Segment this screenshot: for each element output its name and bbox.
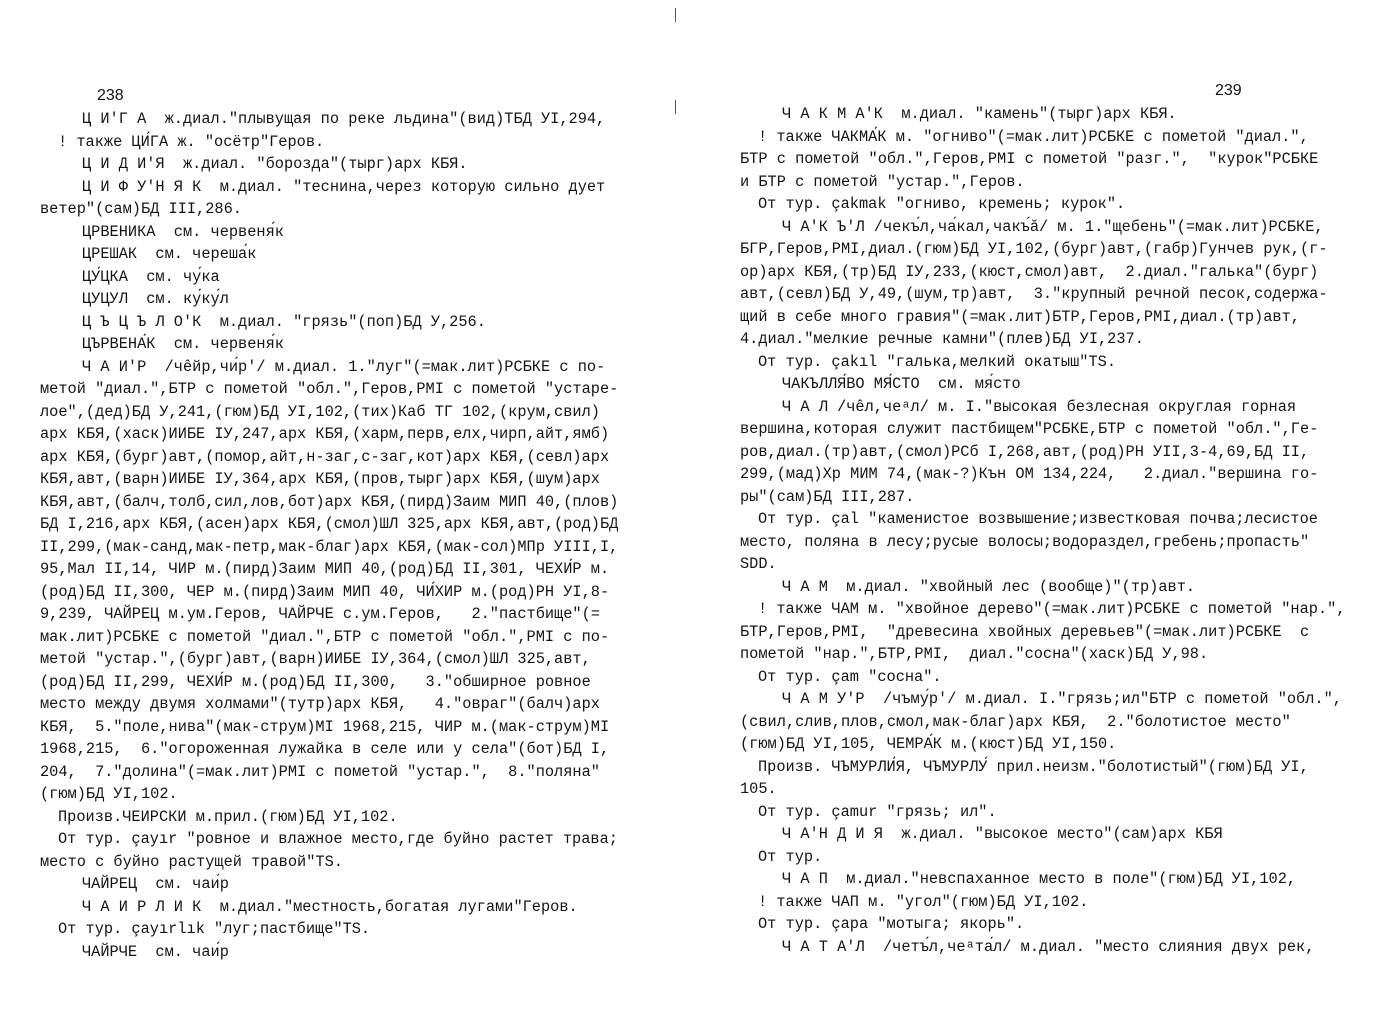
- text-line: место с буйно растущей травой"TS.: [40, 852, 343, 871]
- text-line: ор)арх КБЯ,(тр)БД IУ,233,(кюст,смол)авт, 2.диал."галька"(бург): [740, 262, 1319, 281]
- dictionary-entry-line: Ч А К М А′К м.диал. "камень"(тырг)арх КБЯ.: [782, 105, 1177, 123]
- dictionary-entry-line: Ц И′Г А ж.диал."плывущая по реке льдина"(вид)ТБД УI,294,: [82, 110, 606, 128]
- text-line: щий в себе много гравия"(=мак.лит)БТР,Геров,РМI,диал.(тр)авт,: [740, 307, 1300, 326]
- note-line: ! также ЦИ́ГА ж. "осётр"Геров.: [58, 132, 325, 151]
- text-line: (род)БД II,300, ЧЕР м.(пирд)Заим МИП 40, ЧИ́ХИР м.(род)РН УI,8-: [40, 582, 610, 601]
- dictionary-entry-line: ЦЪРВЕНА́К см. червеня́к: [82, 335, 284, 353]
- note-line: От тур. çapa "мотыга; якорь".: [758, 915, 1025, 933]
- gutter-mark: [675, 100, 676, 114]
- dictionary-entry-line: ЧАЙРЧЕ см. чаи́р: [82, 942, 229, 961]
- note-line: От тур. çakıl "галька,мелкий окатыш"TS.: [758, 352, 1117, 371]
- note-line: От тур. çam "сосна".: [758, 667, 942, 686]
- text-line: БТР,Геров,РМI, "древесина хвойных деревьев"(=мак.лит)РСБКЕ с: [740, 622, 1310, 641]
- text-line: 1968,215, 6."огороженная лужайка в селе или у села"(бот)БД I,: [40, 740, 610, 758]
- text-line: метой "устар.",(бург)авт,(варн)ИИБЕ IУ,364,(смол)ШЛ 325,авт,: [40, 650, 591, 668]
- text-line: КБЯ,авт,(балч,толб,сил,лов,бот)арх КБЯ,(пирд)Заим МИП 40,(плов): [40, 492, 619, 511]
- note-line: ! также ЧАП м. "угол"(гюм)БД УI,102.: [758, 892, 1089, 911]
- text-line: метой "диал.",БТР с пометой "обл.",Геров,РМI с пометой "устаре-: [40, 380, 619, 398]
- text-line: мак.лит)РСБКЕ с пометой "диал.",БТР с пометой "обл.",РМI с по-: [40, 627, 610, 646]
- dictionary-entry-line: ЧАКЪЛЛЯ́ВО МЯ́СТО см. мя́сто: [782, 375, 1021, 393]
- text-line: (гюм)БД УI,102.: [40, 785, 178, 803]
- text-line: 95,Мал II,14, ЧИР м.(пирд)Заим МИП 40,(род)БД II,301, ЧЕХИ́Р м.: [40, 560, 610, 578]
- dictionary-entry-line: ЦУ́ЦКА см. чу́ка: [82, 267, 220, 286]
- dictionary-entry-line: Ч А′К Ъ′Л /чекъ́л,ча́кал,чакъ́ă/ м. 1."щебень"(=мак.лит)РСБКЕ,: [782, 217, 1324, 236]
- note-line: Произв.ЧЕИРСКИ м.прил.(гюм)БД УI,102.: [58, 807, 398, 826]
- dictionary-entry-line: Ч А П м.диал."невспаханное место в поле"(гюм)БД УI,102,: [782, 870, 1297, 888]
- dictionary-entry-line: Ц Ъ Ц Ъ Л О′К м.диал. "грязь"(поп)БД У,256.: [82, 312, 486, 331]
- note-line: От тур. çayır "ровное и влажное место,где буйно растет трава;: [58, 830, 618, 848]
- note-line: Произв. ЧЪМУРЛИ́Я, ЧЪМУРЛУ́ прил.неизм."болотистый"(гюм)БД УI,: [758, 757, 1309, 776]
- text-line: БД I,216,арх КБЯ,(асен)арх КБЯ,(смол)ШЛ 325,арх КБЯ,авт,(род)БД: [40, 515, 619, 533]
- text-line: 299,(мад)Хр МИМ 74,(мак-?)Кън ОМ 134,224, 2.диал."вершина го-: [740, 465, 1319, 483]
- text-line: лое",(дед)БД У,241,(гюм)БД УI,102,(тих)Каб ТГ 102,(крум,свил): [40, 402, 600, 421]
- page-number: 239: [1215, 82, 1242, 99]
- note-line: ! также ЧАМ м. "хвойное дерево"(=мак.лит)РСБКЕ с пометой "нар.",: [758, 600, 1346, 618]
- text-line: SDD.: [740, 555, 777, 573]
- page-number: 238: [97, 87, 124, 104]
- text-line: ры"(сам)БД III,287.: [740, 487, 915, 506]
- text-line: КБЯ, 5."поле,нива"(мак-струм)МI 1968,215, ЧИР м.(мак-струм)МI: [40, 717, 610, 736]
- text-line: 4.диал."мелкие речные камни"(плев)БД УI,237.: [740, 330, 1144, 348]
- dictionary-entry-line: ЦРВЕНИКА см. червеня́к: [82, 222, 284, 241]
- text-line: 204, 7."долина"(=мак.лит)РМI с пометой "устар.", 8."поляна": [40, 762, 600, 781]
- text-line: авт,(севл)БД У,49,(шум,тр)авт, 3."крупный речной песок,содержа-: [740, 285, 1328, 303]
- dictionary-entry-line: Ц И Д И′Я ж.диал. "борозда"(тырг)арх КБЯ.: [82, 155, 468, 173]
- text-line: ветер"(сам)БД III,286.: [40, 200, 242, 218]
- dictionary-entry-line: Ч А Т А′Л /четъ́л,чеᵃта́л/ м.диал. "место слияния двух рек,: [782, 937, 1315, 956]
- note-line: ! также ЧАКМА́К м. "огниво"(=мак.лит)РСБКЕ с пометой "диал.",: [758, 127, 1309, 146]
- text-line: БТР с пометой "обл.",Геров,РМI с пометой "разг.", "курок"РСБКЕ: [740, 150, 1319, 168]
- text-line: пометой "нар.",БТР,РМI, диал."сосна"(хаск)БД У,98.: [740, 645, 1209, 663]
- text-line: и БТР с пометой "устар.",Геров.: [740, 172, 1025, 191]
- text-line: II,299,(мак-санд,мак-петр,мак-благ)арх КБЯ,(мак-сол)МПр УIII,I,: [40, 537, 619, 556]
- dictionary-entry-line: Ч А И′Р /чêйр,чи́р'/ м.диал. 1."луг"(=мак.лит)РСБКЕ с по-: [82, 357, 606, 376]
- note-line: От тур.: [758, 847, 823, 866]
- dictionary-entry-line: Ч А М м.диал. "хвойный лес (вообще)"(тр)авт.: [782, 577, 1196, 596]
- dictionary-entry-line: Ч А М У′Р /чъму́р'/ м.диал. I."грязь;ил"БТР с пометой "обл.",: [782, 690, 1342, 708]
- dictionary-entry-line: Ч А Л /чêл,чеᵃл/ м. I."высокая безлесная округлая горная: [782, 397, 1297, 416]
- dictionary-entry-line: ЦУЦУЛ см. ку́ку́л: [82, 290, 229, 308]
- text-line: арх КБЯ,(хаск)ИИБЕ IУ,247,арх КБЯ,(харм,перв,елх,чирп,айт,ямб): [40, 425, 610, 443]
- note-line: От тур. çayırlık "луг;пастбище"TS.: [58, 920, 371, 938]
- text-line: (свил,слив,плов,смол,мак-благ)арх КБЯ, 2."болотистое место": [740, 712, 1291, 731]
- dictionary-entry-line: Ч А И Р Л И К м.диал."местность,богатая лугами"Геров.: [82, 897, 578, 916]
- text-line: 105.: [740, 780, 777, 798]
- gutter-mark: [675, 8, 676, 22]
- text-line: (гюм)БД УI,105, ЧЕМРА́К м.(кюст)БД УI,150.: [740, 735, 1117, 753]
- text-line: вершина,которая служит пастбищем"РСБКЕ,БТР с пометой "обл.",Ге-: [740, 420, 1319, 438]
- text-line: место между двумя холмами"(тутр)арх КБЯ, 4."овраг"(балч)арх: [40, 695, 600, 713]
- dictionary-entry-line: Ч А′Н Д И Я ж.диал. "высокое место"(сам)арх КБЯ: [782, 825, 1223, 843]
- dictionary-entry-line: ЦРЕШАК см. череша́к: [82, 245, 257, 263]
- dictionary-entry-line: ЧАЙРЕЦ см. чаи́р: [82, 875, 229, 893]
- note-line: От тур. çamur "грязь; ил".: [758, 802, 997, 821]
- text-line: 9,239, ЧАЙРЕЦ м.ум.Геров, ЧАЙРЧЕ с.ум.Геров, 2."пастбище"(=: [40, 605, 600, 623]
- page-text: [740, 103, 1380, 958]
- note-line: От тур. çal "каменистое возвышение;известковая почва;лесистое: [758, 510, 1318, 528]
- text-line: ров,диал.(тр)авт,(смол)РСб I,268,авт,(род)РН УII,3-4,69,БД II,: [740, 442, 1310, 461]
- dictionary-entry-line: Ц И Ф У′Н Я К м.диал. "теснина,через которую сильно дует: [82, 177, 606, 196]
- note-line: От тур. çakmak "огниво, кремень; курок".: [758, 195, 1126, 213]
- page-text: [40, 108, 680, 963]
- text-line: КБЯ,авт,(варн)ИИБЕ IУ,364,арх КБЯ,(пров,тырг)арх КБЯ,(шум)арх: [40, 470, 600, 488]
- text-line: место, поляна в лесу;русые волосы;водораздел,гребень;пропасть": [740, 532, 1310, 551]
- text-line: БГР,Геров,РМI,диал.(гюм)БД УI,102,(бург)авт,(габр)Гунчев рук,(г-: [740, 240, 1328, 258]
- text-line: арх КБЯ,(бург)авт,(помор,айт,н-заг,с-заг,кот)арх КБЯ,(севл)арх: [40, 447, 610, 466]
- text-line: (род)БД II,299, ЧЕХИ́Р м.(род)БД II,300, 3."обширное ровное: [40, 672, 591, 691]
